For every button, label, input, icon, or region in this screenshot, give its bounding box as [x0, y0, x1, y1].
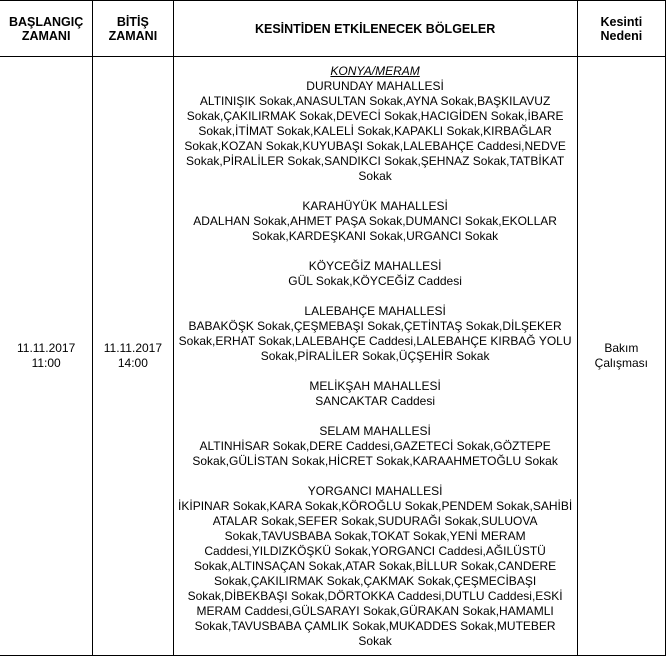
- header-end-line1: BİTİŞ: [116, 14, 149, 29]
- neighborhood-block: [174, 424, 577, 469]
- start-time: 11:00: [31, 356, 61, 370]
- reason-cell: [577, 57, 665, 656]
- neighborhood-streets: ALTINIŞIK Sokak,ANASULTAN Sokak,AYNA Sokak,BAŞKILAVUZ Sokak,ÇAKILIRMAK Sokak,DEVECİ Sokak,HACIGİDEN Sokak,İBARE Sokak,İTİMAT Sokak,KALELİ Sokak,KAPAKLI Sokak,KIRBAĞLAR Sokak,KOZAN Sokak,KUYUBAŞI Sokak,LALEBAHÇE Caddesi,NEDVE Sokak,PİRALİLER Sokak,SANDIKCI Sokak,ŞEHNAZ Sokak,TATBİKAT Sokak: [184, 94, 566, 183]
- header-end-line2: ZAMANI: [108, 28, 158, 43]
- header-start-time: [0, 1, 93, 57]
- neighborhood-block: [174, 484, 577, 649]
- end-time: 14:00: [117, 356, 148, 370]
- neighborhood-streets: BABAKÖŞK Sokak,ÇEŞMEBAŞI Sokak,ÇETİNTAŞ Sokak,DİLŞEKER Sokak,ERHAT Sokak,LALEBAHÇE Caddesi,LALEBAHÇE KIRBAĞ YOLU Sokak,PİRALİLER Sokak,ÜÇŞEHİR Sokak: [178, 319, 572, 363]
- reason-line1: Bakım: [604, 341, 639, 355]
- header-reason: [577, 1, 665, 57]
- neighborhood-name: SELAM MAHALLESİ: [319, 424, 431, 438]
- table-row: [0, 57, 666, 656]
- start-time-cell: [0, 57, 93, 656]
- header-end-time: [93, 1, 173, 57]
- reason-line2: Çalışması: [594, 356, 649, 370]
- neighborhood-block: [174, 199, 577, 244]
- header-start-line2: ZAMANI: [21, 28, 71, 43]
- header-reason-line2: Nedeni: [600, 28, 643, 43]
- neighborhood-streets: GÜL Sokak,KÖYCEĞİZ Caddesi: [288, 274, 462, 288]
- neighborhood-block: [174, 259, 577, 289]
- start-date: 11.11.2017: [16, 341, 76, 355]
- neighborhood-streets: İKİPINAR Sokak,KARA Sokak,KÖROĞLU Sokak,PENDEM Sokak,SAHİBİ ATALAR Sokak,SEFER Sokak,SUDURAĞI Sokak,SULUOVA Sokak,TAVUSBABA Sokak,TOKAT Sokak,YENİ MERAM Caddesi,YILDIZKÖŞKÜ Sokak,YORGANCI Caddesi,AĞILÜSTÜ Sokak,ALTINSAÇAN Sokak,ATAR Sokak,BİLLUR Sokak,CANDERE Sokak,ÇAKILIRMAK Sokak,ÇAKMAK Sokak,ÇEŞMECİBAŞI Sokak,DİBEKBAŞI Sokak,DÖRTOKKA Caddesi,DUTLU Caddesi,ESKİ MERAM Caddesi,GÜLSARAYI Sokak,GÜRAKAN Sokak,HAMAMLI Sokak,TAVUSBABA ÇAMLIK Sokak,MUKADDES Sokak,MUTEBER Sokak: [178, 499, 573, 648]
- neighborhood-block: [174, 379, 577, 409]
- neighborhood-name: LALEBAHÇE MAHALLESİ: [304, 304, 446, 318]
- header-reason-line1: Kesinti: [600, 14, 643, 29]
- neighborhood-streets: ADALHAN Sokak,AHMET PAŞA Sokak,DUMANCI Sokak,EKOLLAR Sokak,KARDEŞKANI Sokak,URGANCI Sokak: [193, 214, 557, 243]
- header-regions: KESİNTİDEN ETKİLENECEK BÖLGELER: [173, 1, 577, 57]
- neighborhood-name: YORGANCI MAHALLESİ: [307, 484, 443, 498]
- neighborhood-name: KARAHÜYÜK MAHALLESİ: [302, 199, 448, 213]
- regions-cell: [173, 57, 577, 656]
- header-row: [0, 1, 666, 57]
- neighborhood-block: [174, 304, 577, 364]
- neighborhood-name: KÖYCEĞİZ MAHALLESİ: [308, 259, 442, 273]
- neighborhood-name: DURUNDAY MAHALLESİ: [306, 79, 444, 93]
- neighborhood-streets: SANCAKTAR Caddesi: [315, 394, 436, 408]
- end-date: 11.11.2017: [103, 341, 163, 355]
- neighborhood-streets: ALTINHİSAR Sokak,DERE Caddesi,GAZETECİ Sokak,GÖZTEPE Sokak,GÜLİSTAN Sokak,HİCRET Sokak,KARAAHMETOĞLU Sokak: [192, 439, 558, 468]
- end-time-cell: [93, 57, 173, 656]
- city-name: KONYA/MERAM: [330, 64, 420, 78]
- neighborhood-block: [174, 79, 577, 184]
- neighborhood-name: MELİKŞAH MAHALLESİ: [309, 379, 441, 393]
- header-start-line1: BAŞLANGIÇ: [8, 14, 84, 29]
